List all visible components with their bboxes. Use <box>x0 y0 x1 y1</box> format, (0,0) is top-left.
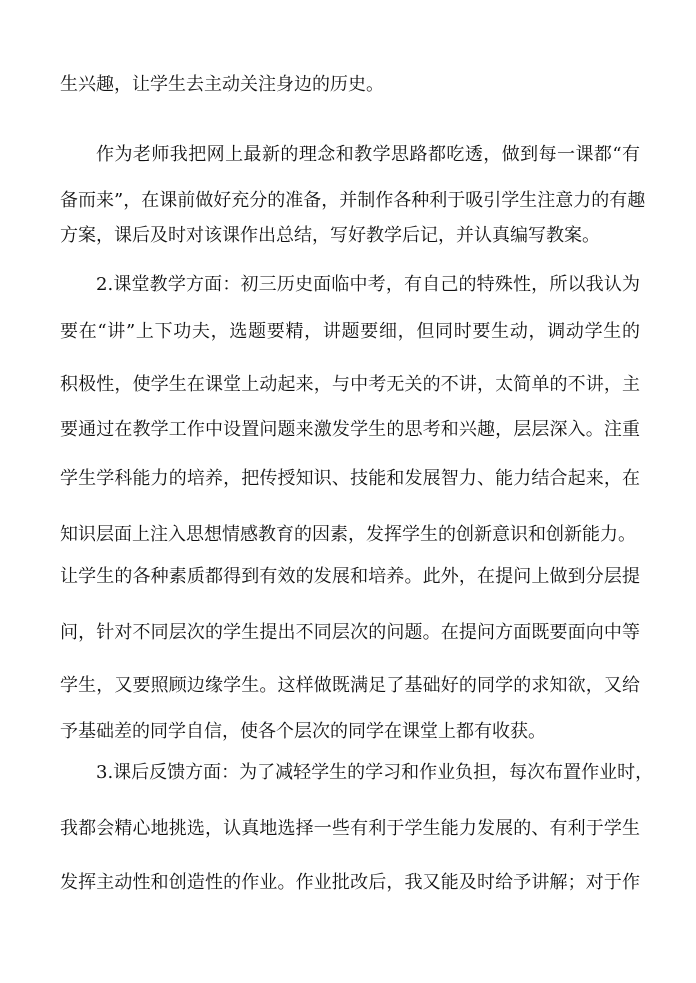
text-line: 学生学科能力的培养，把传授知识、技能和发展智力、能力结合起来，在 <box>60 468 640 489</box>
text-line: 3.课后反馈方面：为了减轻学生的学习和作业负担，每次布置作业时， <box>96 762 654 783</box>
text-line: 让学生的各种素质都得到有效的发展和培养。此外，在提问上做到分层提 <box>60 566 640 587</box>
text-line: 方案，课后及时对该课作出总结，写好教学后记，并认真编写教案。 <box>60 225 600 246</box>
text-line: 2.课堂教学方面：初三历史面临中考，有自己的特殊性，所以我认为 <box>96 274 640 295</box>
text-line: 备而来”，在课前做好充分的准备，并制作各种利于吸引学生注意力的有趣 <box>60 190 646 211</box>
text-line: 问，针对不同层次的学生提出不同层次的问题。在提问方面既要面向中等 <box>60 622 640 643</box>
text-line: 积极性，使学生在课堂上动起来，与中考无关的不讲，太简单的不讲，主 <box>60 374 640 395</box>
text-line: 知识层面上注入思想情感教育的因素，发挥学生的创新意识和创新能力。 <box>60 524 636 545</box>
text-line: 予基础差的同学自信，使各个层次的同学在课堂上都有收获。 <box>60 721 546 742</box>
text-line: 要通过在教学工作中设置问题来激发学生的思考和兴趣，层层深入。注重 <box>60 419 640 440</box>
text-line: 发挥主动性和创造性的作业。作业批改后，我又能及时给予讲解；对于作 <box>60 872 640 893</box>
text-line: 我都会精心地挑选，认真地选择一些有利于学生能力发展的、有利于学生 <box>60 818 640 839</box>
text-line: 要在“讲”上下功夫，选题要精，讲题要细，但同时要生动，调动学生的 <box>60 321 640 342</box>
text-line: 学生，又要照顾边缘学生。这样做既满足了基础好的同学的求知欲，又给 <box>60 675 640 696</box>
text-line: 生兴趣，让学生去主动关注身边的历史。 <box>60 74 384 95</box>
text-line: 作为老师我把网上最新的理念和教学思路都吃透，做到每一课都“有 <box>96 144 640 165</box>
